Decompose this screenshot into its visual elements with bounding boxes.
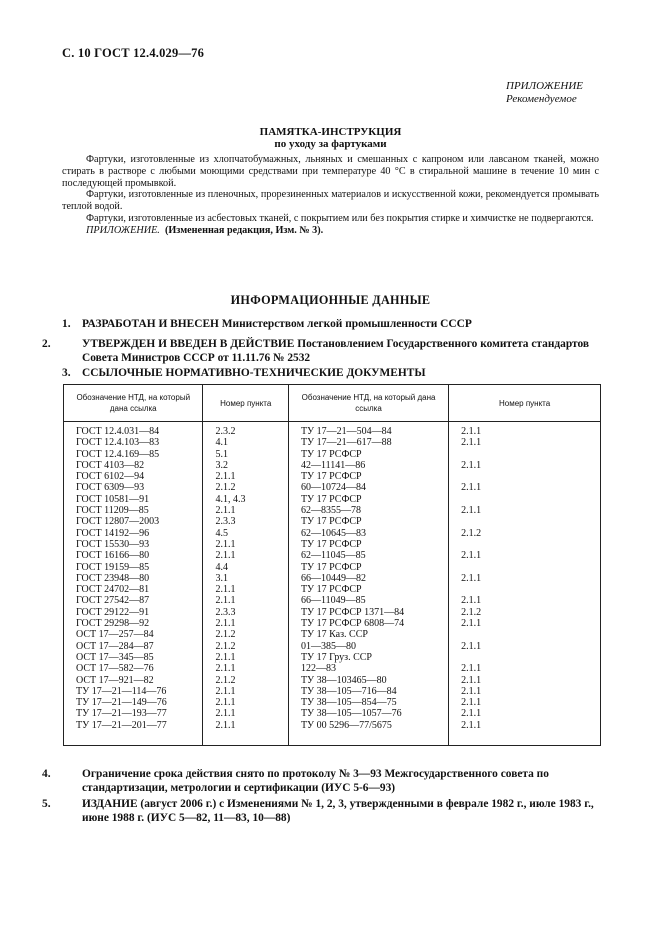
cell-ntd-designation: ТУ 17—21—114—76 <box>64 686 203 697</box>
cell-clause-number: 2.1.1 <box>449 618 601 629</box>
memo-paragraph: Фартуки, изготовленные из пленочных, прорезиненных материалов и искусственной кожи, рекомендуется промывать теплой водой. <box>62 189 599 213</box>
memo-paragraph: Фартуки, изготовленные из асбестовых тканей, с покрытием или без покрытия стирке и химчистке не подвергаются. <box>86 212 594 224</box>
cell-ntd-designation: ТУ 17 РСФСР <box>288 449 448 460</box>
memo-paragraph: Фартуки, изготовленные из хлопчатобумажных, льняных и смешанных с капроном или лавсаном тканей, можно стирать в растворе с любыми моющими средствами при температуре 40 °С в стиральной машине в течение 10 мин с последующей промывкой. <box>62 154 599 189</box>
table-row <box>64 584 601 595</box>
table-row <box>64 562 601 573</box>
cell-clause-number: 2.1.2 <box>449 528 601 539</box>
cell-ntd-designation: 62—8355—78 <box>288 505 448 516</box>
appendix-type: Рекомендуемое <box>506 93 577 105</box>
cell-ntd-designation: ГОСТ 16166—80 <box>64 550 203 561</box>
cell-ntd-designation: ТУ 38—105—1057—76 <box>288 708 448 719</box>
cell-clause-number: 4.1, 4.3 <box>203 494 288 505</box>
table-row <box>64 422 601 438</box>
memo-subtitle: по уходу за фартуками <box>274 138 387 150</box>
cell-ntd-designation: 62—11045—85 <box>288 550 448 561</box>
cell-ntd-designation: ТУ 17 РСФСР <box>288 494 448 505</box>
item-text: Постановлением Государственного комитета стандартов Совета Министров СССР от 11.11.76 № 2532 <box>82 338 590 364</box>
cell-ntd-designation: ГОСТ 12.4.169—85 <box>64 449 203 460</box>
cell-clause-number: 2.1.1 <box>449 550 601 561</box>
cell-ntd-designation: ГОСТ 29122—91 <box>64 607 203 618</box>
cell-clause-number: 2.1.1 <box>203 539 288 550</box>
cell-clause-number <box>449 449 601 460</box>
cell-ntd-designation: ГОСТ 12.4.031—84 <box>64 422 203 438</box>
table-row <box>64 697 601 708</box>
cell-clause-number: 5.1 <box>203 449 288 460</box>
item-text: Ограничение срока действия снято по протоколу № 3—93 Межгосударственного совета по стандартизации, метрологии и сертификации (ИУС 5-6—93) <box>82 768 549 794</box>
table-row <box>64 494 601 505</box>
cell-ntd-designation: ОСТ 17—921—82 <box>64 675 203 686</box>
cell-clause-number: 2.1.1 <box>449 697 601 708</box>
item-number: 5. <box>42 798 51 810</box>
cell-clause-number: 2.1.1 <box>449 422 601 438</box>
cell-ntd-designation: ТУ 38—105—854—75 <box>288 697 448 708</box>
info-item-3 <box>62 367 602 381</box>
table-body <box>64 422 601 746</box>
cell-clause-number: 2.1.1 <box>449 437 601 448</box>
cell-clause-number: 2.1.1 <box>203 618 288 629</box>
header-clause-number: Номер пункта <box>203 385 288 422</box>
cell-clause-number <box>449 584 601 595</box>
memo-body <box>62 154 599 237</box>
table-row <box>64 652 601 663</box>
cell-ntd-designation: ОСТ 17—582—76 <box>64 663 203 674</box>
table-row <box>64 641 601 652</box>
cell-clause-number: 2.1.1 <box>449 505 601 516</box>
cell-ntd-designation: ТУ 38—103465—80 <box>288 675 448 686</box>
table-row <box>64 663 601 674</box>
cell-ntd-designation: ОСТ 17—284—87 <box>64 641 203 652</box>
header-ntd-designation: Обозначение НТД, на который дана ссылка <box>288 385 448 422</box>
cell-clause-number <box>449 471 601 482</box>
cell-clause-number: 2.1.1 <box>449 720 601 746</box>
cell-clause-number: 2.1.1 <box>449 460 601 471</box>
info-item-4 <box>42 768 602 795</box>
cell-ntd-designation: 62—10645—83 <box>288 528 448 539</box>
cell-clause-number: 2.1.2 <box>203 629 288 640</box>
cell-ntd-designation: ОСТ 17—257—84 <box>64 629 203 640</box>
cell-ntd-designation: ТУ 17—21—617—88 <box>288 437 448 448</box>
note-revision: (Измененная редакция, Изм. № 3). <box>164 224 324 236</box>
item-caps: ССЫЛОЧНЫЕ НОРМАТИВНО-ТЕХНИЧЕСКИЕ ДОКУМЕНТЫ <box>82 367 426 379</box>
cell-clause-number <box>449 629 601 640</box>
cell-ntd-designation: ГОСТ 14192—96 <box>64 528 203 539</box>
cell-ntd-designation: ТУ 17 РСФСР <box>288 562 448 573</box>
cell-ntd-designation: ГОСТ 29298—92 <box>64 618 203 629</box>
appendix-label <box>506 80 583 106</box>
cell-clause-number: 2.1.1 <box>449 482 601 493</box>
cell-ntd-designation: ГОСТ 19159—85 <box>64 562 203 573</box>
cell-clause-number: 2.1.1 <box>203 505 288 516</box>
cell-clause-number: 4.1 <box>203 437 288 448</box>
item-number: 3. <box>62 367 71 379</box>
cell-clause-number: 2.1.1 <box>203 584 288 595</box>
cell-clause-number: 2.1.1 <box>203 697 288 708</box>
cell-clause-number: 3.1 <box>203 573 288 584</box>
reference-table <box>63 384 601 746</box>
cell-ntd-designation: ТУ 17 РСФСР 6808—74 <box>288 618 448 629</box>
cell-clause-number: 2.1.1 <box>449 675 601 686</box>
cell-clause-number: 3.2 <box>203 460 288 471</box>
cell-ntd-designation: ГОСТ 15530—93 <box>64 539 203 550</box>
table-row <box>64 449 601 460</box>
cell-clause-number: 2.1.1 <box>203 708 288 719</box>
cell-ntd-designation: ТУ 17—21—201—77 <box>64 720 203 746</box>
table-row <box>64 708 601 719</box>
cell-ntd-designation: ГОСТ 12.4.103—83 <box>64 437 203 448</box>
cell-clause-number: 2.1.1 <box>449 595 601 606</box>
cell-ntd-designation: ТУ 17 РСФСР <box>288 584 448 595</box>
table-row <box>64 460 601 471</box>
cell-ntd-designation: ТУ 17 РСФСР 1371—84 <box>288 607 448 618</box>
cell-clause-number: 2.1.1 <box>203 595 288 606</box>
table-row <box>64 573 601 584</box>
cell-clause-number: 2.1.1 <box>203 686 288 697</box>
cell-ntd-designation: ГОСТ 4103—82 <box>64 460 203 471</box>
info-item-1 <box>62 318 602 332</box>
cell-clause-number: 2.1.1 <box>449 641 601 652</box>
cell-clause-number <box>449 539 601 550</box>
cell-ntd-designation: 122—83 <box>288 663 448 674</box>
cell-ntd-designation: ТУ 17 РСФСР <box>288 471 448 482</box>
table-row <box>64 595 601 606</box>
header-clause-number: Номер пункта <box>449 385 601 422</box>
cell-clause-number <box>449 562 601 573</box>
header-ntd-designation: Обозначение НТД, на который дана ссылка <box>64 385 203 422</box>
table-row <box>64 607 601 618</box>
cell-clause-number <box>449 516 601 527</box>
cell-clause-number: 2.3.3 <box>203 607 288 618</box>
cell-ntd-designation: ТУ 17 Груз. ССР <box>288 652 448 663</box>
item-number: 1. <box>62 318 71 330</box>
cell-clause-number: 2.1.2 <box>203 675 288 686</box>
cell-ntd-designation: ТУ 38—105—716—84 <box>288 686 448 697</box>
table-row <box>64 505 601 516</box>
cell-clause-number: 4.4 <box>203 562 288 573</box>
cell-clause-number: 2.1.1 <box>203 652 288 663</box>
cell-ntd-designation: 42—11141—86 <box>288 460 448 471</box>
cell-clause-number: 2.1.1 <box>449 573 601 584</box>
memo-change-note <box>62 225 599 237</box>
cell-clause-number: 4.5 <box>203 528 288 539</box>
item-caps: РАЗРАБОТАН И ВНЕСЕН <box>82 318 219 330</box>
table-header-row <box>64 385 601 422</box>
memo-heading <box>0 126 661 150</box>
memo-title: ПАМЯТКА-ИНСТРУКЦИЯ <box>259 126 402 138</box>
cell-clause-number: 2.1.1 <box>449 686 601 697</box>
cell-clause-number: 2.1.2 <box>203 641 288 652</box>
cell-ntd-designation: ТУ 17 РСФСР <box>288 539 448 550</box>
cell-clause-number <box>449 652 601 663</box>
table-row <box>64 618 601 629</box>
item-caps: ИЗДАНИЕ <box>82 798 138 810</box>
table-row <box>64 629 601 640</box>
cell-ntd-designation: ТУ 17 РСФСР <box>288 516 448 527</box>
info-title: ИНФОРМАЦИОННЫЕ ДАННЫЕ <box>230 293 431 307</box>
cell-clause-number: 2.3.3 <box>203 516 288 527</box>
table-row <box>64 675 601 686</box>
cell-ntd-designation: 66—11049—85 <box>288 595 448 606</box>
page-header: С. 10 ГОСТ 12.4.029—76 <box>62 46 205 60</box>
cell-clause-number: 2.1.1 <box>203 720 288 746</box>
cell-ntd-designation: ГОСТ 10581—91 <box>64 494 203 505</box>
table-row <box>64 720 601 746</box>
cell-ntd-designation: ТУ 17 Каз. ССР <box>288 629 448 640</box>
info-item-5 <box>42 798 602 825</box>
appendix-title: ПРИЛОЖЕНИЕ <box>506 80 583 92</box>
cell-ntd-designation: ТУ 17—21—193—77 <box>64 708 203 719</box>
table-row <box>64 528 601 539</box>
table-row <box>64 516 601 527</box>
cell-ntd-designation: ГОСТ 12807—2003 <box>64 516 203 527</box>
item-caps: УТВЕРЖДЕН И ВВЕДЕН В ДЕЙСТВИЕ <box>82 338 295 350</box>
cell-ntd-designation: ГОСТ 6102—94 <box>64 471 203 482</box>
cell-ntd-designation: ТУ 17—21—149—76 <box>64 697 203 708</box>
cell-clause-number: 2.1.1 <box>449 708 601 719</box>
table-row <box>64 482 601 493</box>
cell-ntd-designation: ГОСТ 11209—85 <box>64 505 203 516</box>
item-number: 2. <box>42 338 51 350</box>
cell-clause-number: 2.1.2 <box>449 607 601 618</box>
cell-clause-number: 2.1.1 <box>203 663 288 674</box>
table-row <box>64 437 601 448</box>
cell-ntd-designation: ГОСТ 27542—87 <box>64 595 203 606</box>
info-item-2 <box>42 338 602 365</box>
cell-clause-number: 2.1.2 <box>203 482 288 493</box>
note-label: ПРИЛОЖЕНИЕ. <box>86 224 160 236</box>
cell-ntd-designation: 60—10724—84 <box>288 482 448 493</box>
cell-ntd-designation: 01—385—80 <box>288 641 448 652</box>
table-row <box>64 686 601 697</box>
cell-clause-number <box>449 494 601 505</box>
table-row <box>64 539 601 550</box>
item-number: 4. <box>42 768 51 780</box>
cell-ntd-designation: ТУ 17—21—504—84 <box>288 422 448 438</box>
cell-clause-number: 2.1.1 <box>449 663 601 674</box>
cell-ntd-designation: ОСТ 17—345—85 <box>64 652 203 663</box>
item-text: Министерством легкой промышленности СССР <box>221 318 472 330</box>
cell-ntd-designation: ТУ 00 5296—77/5675 <box>288 720 448 746</box>
cell-clause-number: 2.1.1 <box>203 550 288 561</box>
cell-ntd-designation: 66—10449—82 <box>288 573 448 584</box>
table-row <box>64 550 601 561</box>
cell-ntd-designation: ГОСТ 23948—80 <box>64 573 203 584</box>
item-text: (август 2006 г.) с Изменениями № 1, 2, 3, утвержденными в феврале 1982 г., июле 1983 г., июне 1988 г. (ИУС 5—82, 11—83, 10—88) <box>82 798 594 824</box>
table-row <box>64 471 601 482</box>
cell-ntd-designation: ГОСТ 6309—93 <box>64 482 203 493</box>
cell-ntd-designation: ГОСТ 24702—81 <box>64 584 203 595</box>
cell-clause-number: 2.3.2 <box>203 422 288 438</box>
cell-clause-number: 2.1.1 <box>203 471 288 482</box>
